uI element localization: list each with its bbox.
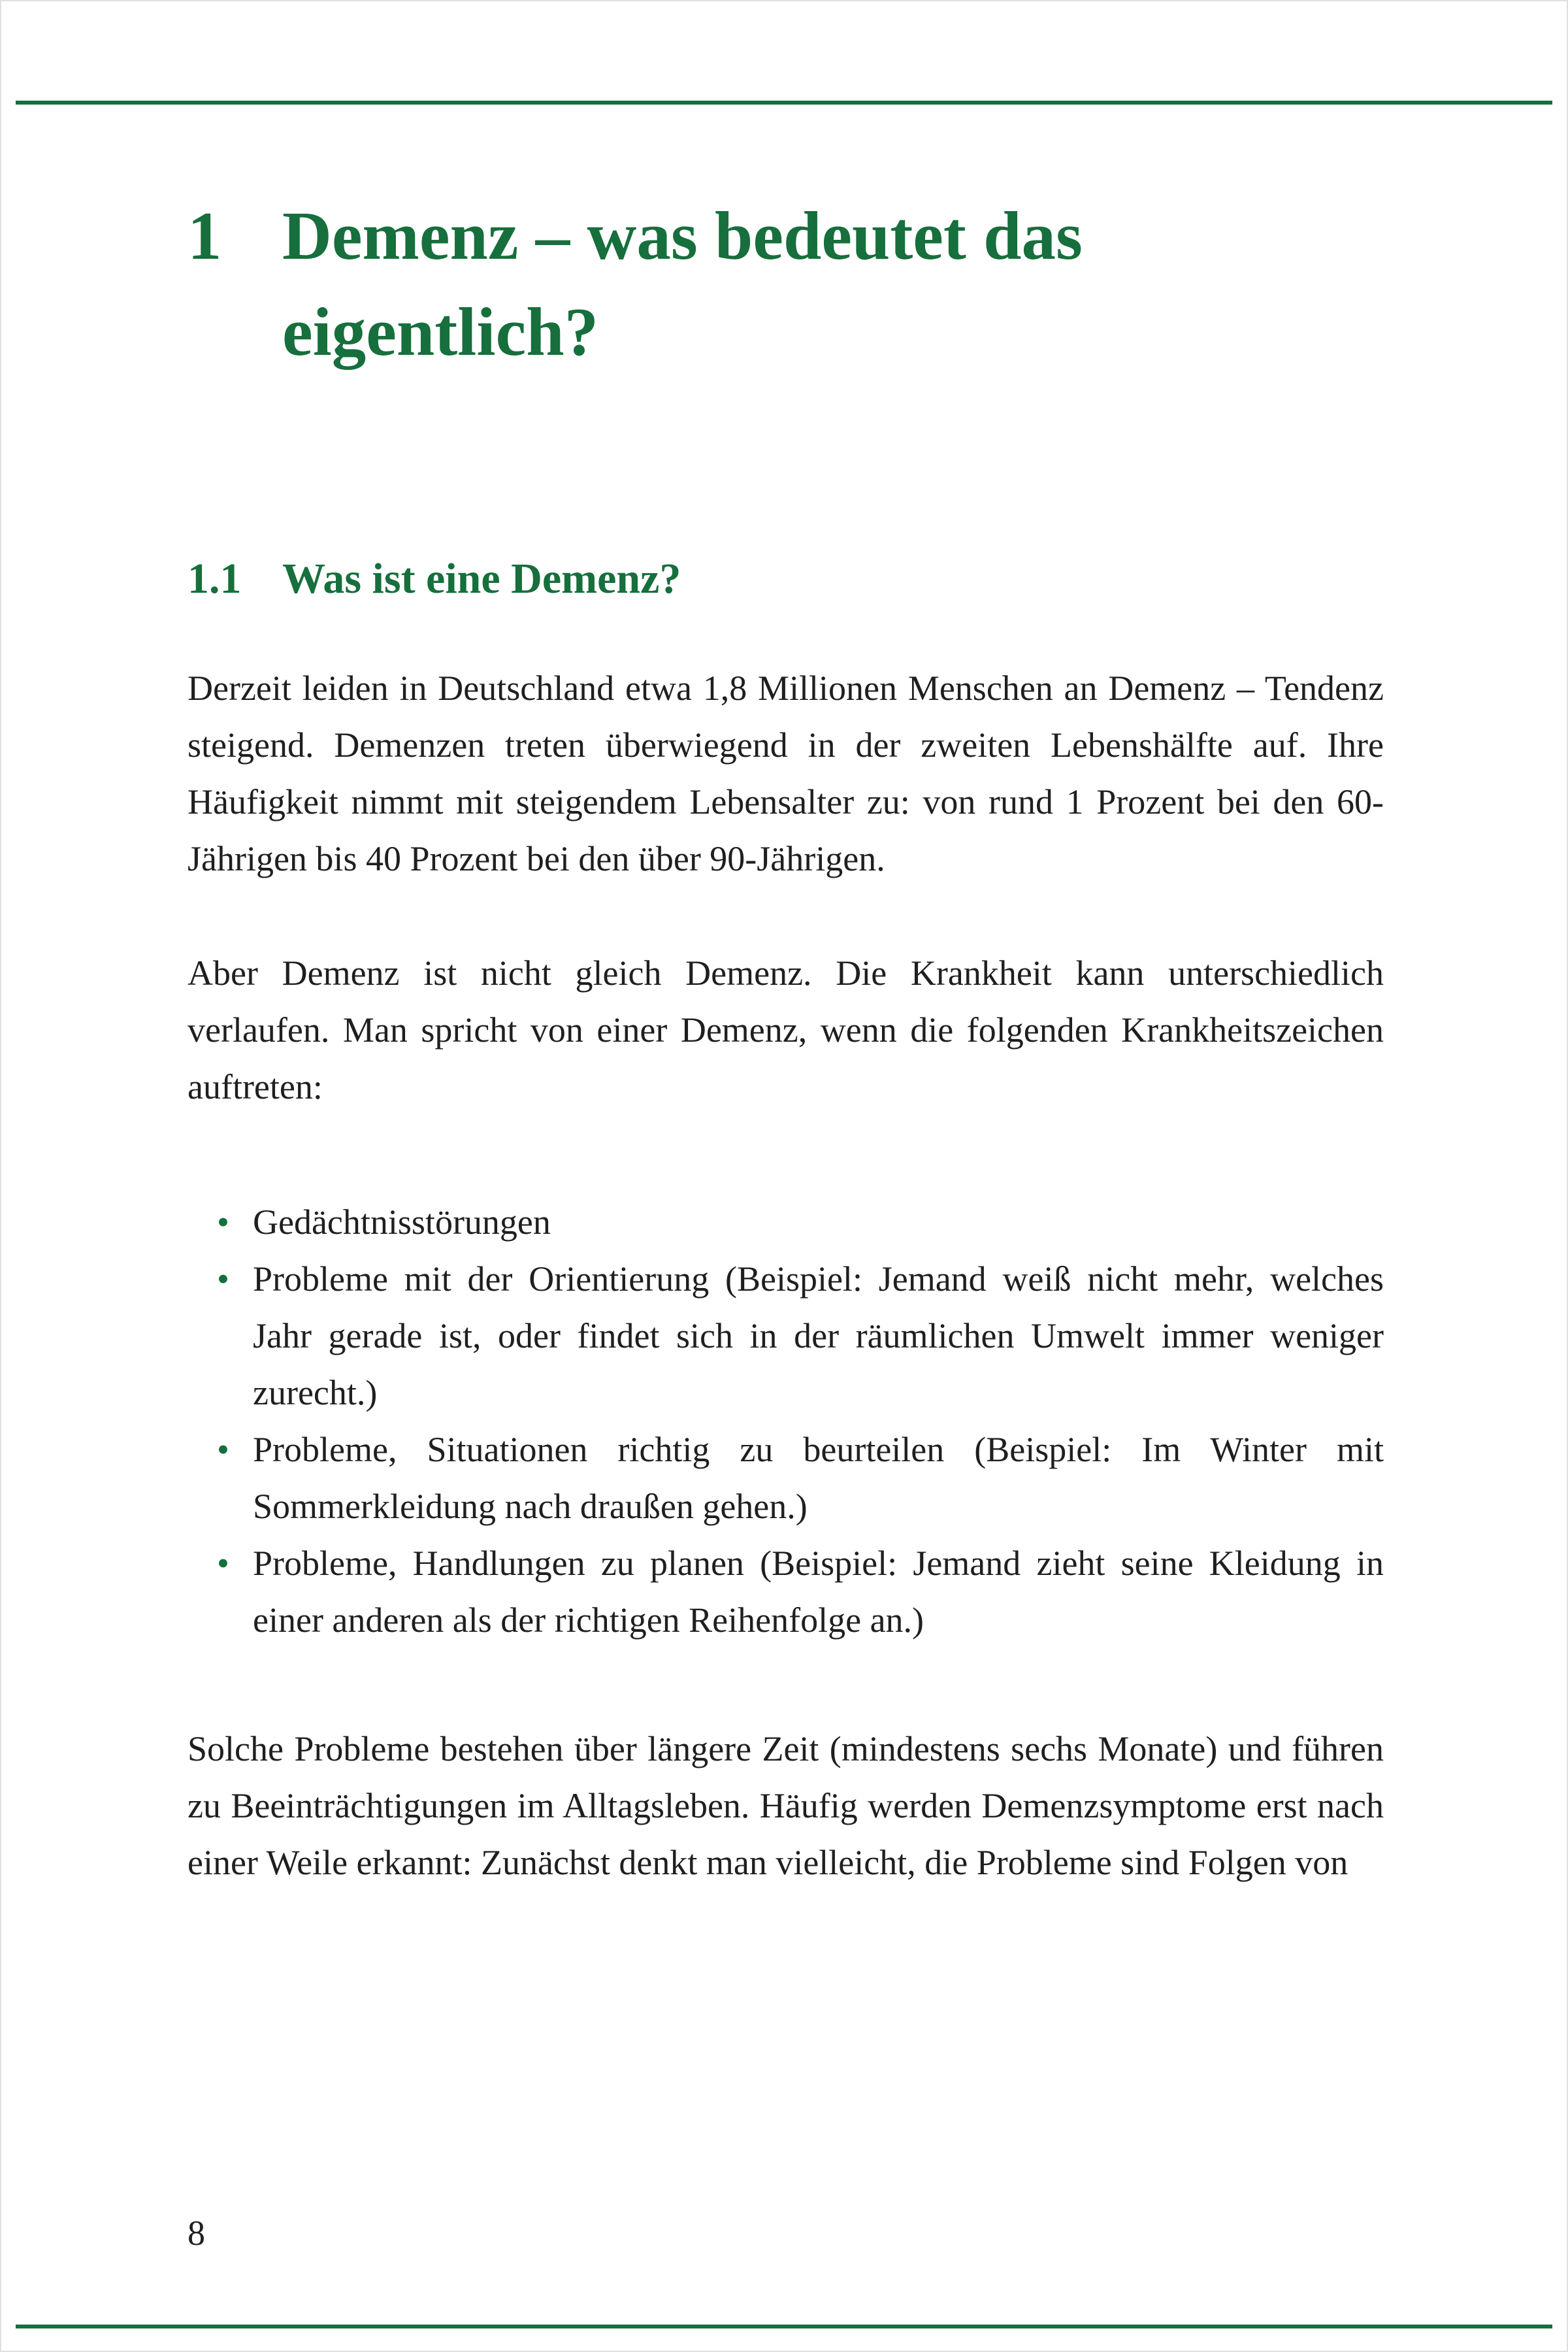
paragraph-prevalence: Derzeit leiden in Deutschland etwa 1,8 Millionen Menschen an Demenz – Tendenz steigend. Demenzen treten überwiegend in der zweiten Lebenshälfte auf. Ihre Häufigkeit nimmt mit steigendem Lebensalter zu: von rund 1 Prozent bei den 60-Jährigen bis 40 Prozent bei den über 90-Jährigen. bbox=[188, 669, 1384, 879]
list-item: • Probleme mit der Orientierung (Beispiel: Jemand weiß nicht mehr, welches Jahr gerade ist, oder findet sich in der räumlichen Umwelt immer weniger zurecht.) bbox=[188, 1251, 1384, 1421]
list-item: • Probleme, Situationen richtig zu beurteilen (Beispiel: Im Winter mit Sommerkleidung nach draußen gehen.) bbox=[188, 1421, 1384, 1535]
chapter-number: 1 bbox=[188, 197, 222, 274]
bottom-rule bbox=[16, 2325, 1552, 2328]
section-heading bbox=[188, 550, 1384, 608]
page-content bbox=[188, 188, 1384, 1891]
top-rule bbox=[16, 101, 1552, 105]
paragraph-definition: Aber Demenz ist nicht gleich Demenz. Die Krankheit kann unterschiedlich verlaufen. Man spricht von einer Demenz, wenn die folgenden Krankheitszeichen auftreten: bbox=[188, 953, 1384, 1107]
chapter-title: Demenz – was bedeutet das eigentlich? bbox=[282, 197, 1083, 370]
paragraph-closing: Solche Probleme bestehen über längere Zeit (mindestens sechs Monate) und führen zu Beeinträchtigungen im Alltagsleben. Häufig werden Demenzsymptome erst nach einer Weile erkannt: Zunächst denkt man vielleicht, die Probleme sind Folgen von bbox=[188, 1729, 1384, 1883]
symptom-list bbox=[188, 1194, 1384, 1649]
section-title: Was ist eine Demenz? bbox=[282, 555, 681, 603]
list-item: • Probleme, Handlungen zu planen (Beispiel: Jemand zieht seine Kleidung in einer anderen als der richtigen Reihenfolge an.) bbox=[188, 1535, 1384, 1649]
page-number: 8 bbox=[188, 2213, 205, 2253]
section-number: 1.1 bbox=[188, 555, 242, 603]
list-item: • Gedächtnisstörungen bbox=[188, 1194, 1384, 1251]
chapter-heading bbox=[188, 188, 1384, 380]
